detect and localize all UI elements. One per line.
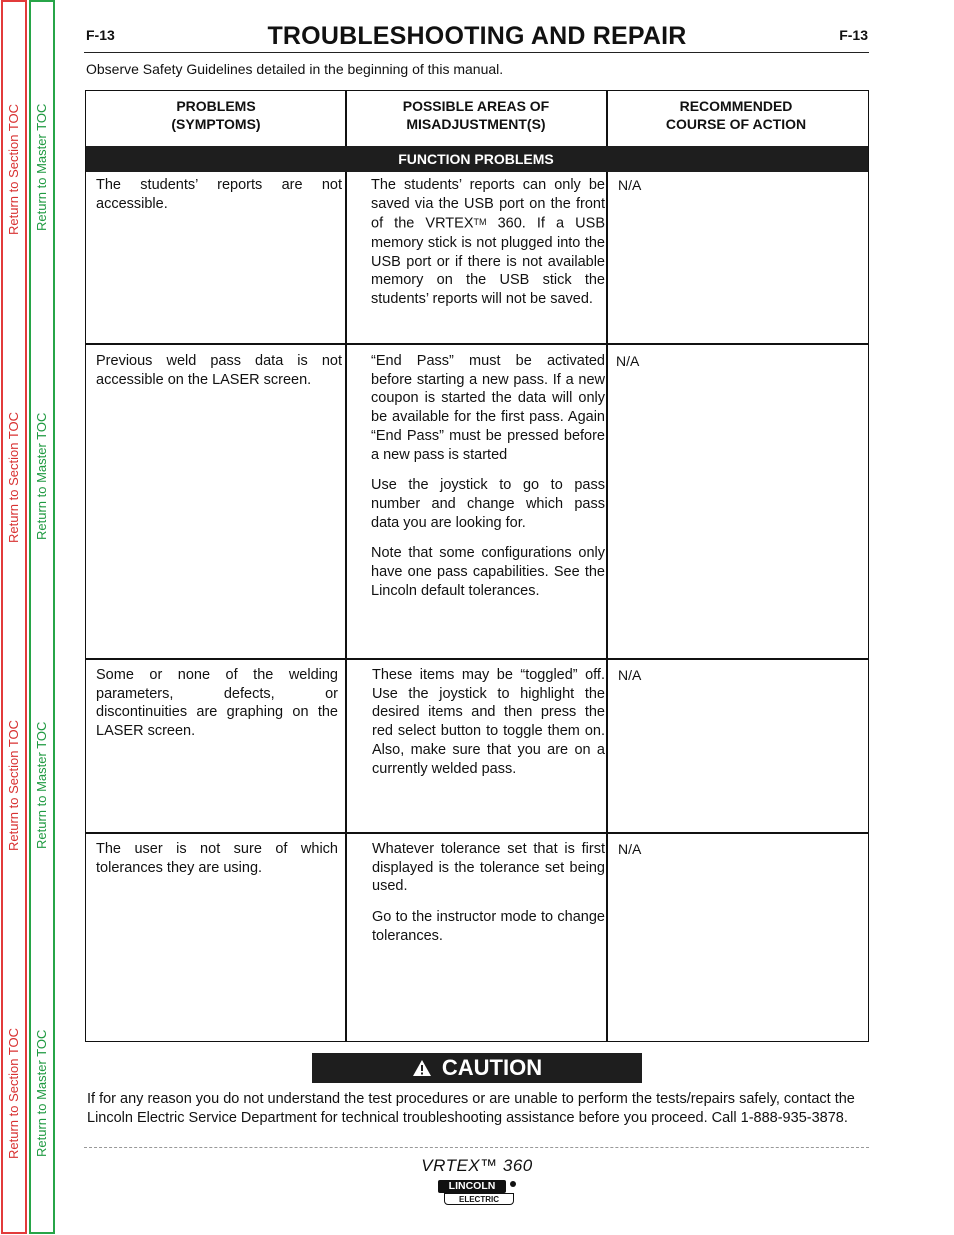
- row-divider: [86, 658, 868, 660]
- row-1-problem: The students’ reports are not accessible.: [96, 177, 342, 212]
- row-2-areas: “End Pass” must be activated before starting a new pass. If a new coupon is started the data will only be available for the first pass. Again “End Pass” must be pressed before a new pass is started Use the joystick to go to pass number and change which pass data you are looking for. Note that some configurations only have one pass capabilities. See the Lincoln default tolerances.: [371, 353, 605, 599]
- registered-mark-icon: [510, 1181, 516, 1187]
- row-2-problem: Previous weld pass data is not accessible on the LASER screen.: [96, 353, 342, 388]
- column-divider: [606, 91, 608, 1041]
- row-3-problem: Some or none of the welding parameters, defects, or discontinuities are graphing on the LASER screen.: [96, 667, 338, 740]
- row-3-action: N/A: [618, 667, 642, 683]
- row-divider: [86, 343, 868, 345]
- logo-bottom: ELECTRIC: [444, 1193, 514, 1205]
- title-divider: [84, 52, 869, 53]
- caution-text: If for any reason you do not understand the test procedures or are unable to perform the tests/repairs safely, contact the Lincoln Electric Service Department for technical troubleshooting assistance before you proceed. Call 1-888-935-3878.: [87, 1091, 855, 1126]
- return-to-section-toc-link[interactable]: Return to Section TOC: [6, 103, 21, 235]
- logo-top: LINCOLN: [438, 1180, 506, 1193]
- return-to-section-toc-link[interactable]: Return to Section TOC: [6, 411, 21, 543]
- section-band: [86, 146, 868, 172]
- header-problems: PROBLEMS (SYMPTOMS): [171, 98, 261, 132]
- row-1-action: N/A: [618, 177, 642, 193]
- footer-divider: [84, 1147, 869, 1148]
- row-4-action: N/A: [618, 841, 642, 857]
- section-band-label: FUNCTION PROBLEMS: [398, 151, 554, 167]
- row-4-areas: Whatever tolerance set that is first displayed is the tolerance set being used. Go to the instructor mode to change tolerances.: [372, 841, 605, 944]
- return-to-section-toc-link[interactable]: Return to Section TOC: [6, 719, 21, 851]
- return-to-master-toc-link[interactable]: Return to Master TOC: [34, 412, 49, 540]
- caution-banner: [312, 1053, 642, 1083]
- page-title: TROUBLESHOOTING AND REPAIR: [267, 22, 687, 50]
- header-recommended-action: RECOMMENDED COURSE OF ACTION: [665, 98, 807, 132]
- page-number-right: F-13: [839, 27, 868, 43]
- return-to-section-toc-link[interactable]: Return to Section TOC: [6, 1027, 21, 1159]
- row-3-areas: These items may be “toggled” off. Use the joystick to highlight the desired items and then press the red select button to toggle them on. Also, make sure that you are on a currently welded pass.: [372, 667, 605, 777]
- return-to-master-toc-link[interactable]: Return to Master TOC: [34, 721, 49, 849]
- page-number-left: F-13: [86, 27, 115, 43]
- row-divider: [86, 832, 868, 834]
- safety-note: Observe Safety Guidelines detailed in the beginning of this manual.: [86, 61, 504, 77]
- row-1-areas: The students’ reports can only be saved via the USB port on the front of the VRTEXTM 360. If a USB memory stick is not plugged into the USB port or if there is not available memory on the USB stick the students’ reports will not be saved.: [371, 177, 605, 307]
- return-to-master-toc-link[interactable]: Return to Master TOC: [34, 103, 49, 231]
- row-4-problem: The user is not sure of which tolerances they are using.: [96, 841, 338, 876]
- lincoln-electric-logo: [438, 1180, 514, 1206]
- header-possible-areas: POSSIBLE AREAS OF MISADJUSTMENT(S): [402, 98, 550, 132]
- row-2-action: N/A: [616, 353, 640, 369]
- product-name: VRTEX™ 360: [421, 1156, 533, 1175]
- column-divider: [345, 91, 347, 1041]
- troubleshooting-table: [85, 90, 869, 1042]
- return-to-master-toc-link[interactable]: Return to Master TOC: [34, 1029, 49, 1157]
- caution-label: CAUTION: [441, 1055, 543, 1080]
- warning-triangle-icon: [412, 1059, 432, 1077]
